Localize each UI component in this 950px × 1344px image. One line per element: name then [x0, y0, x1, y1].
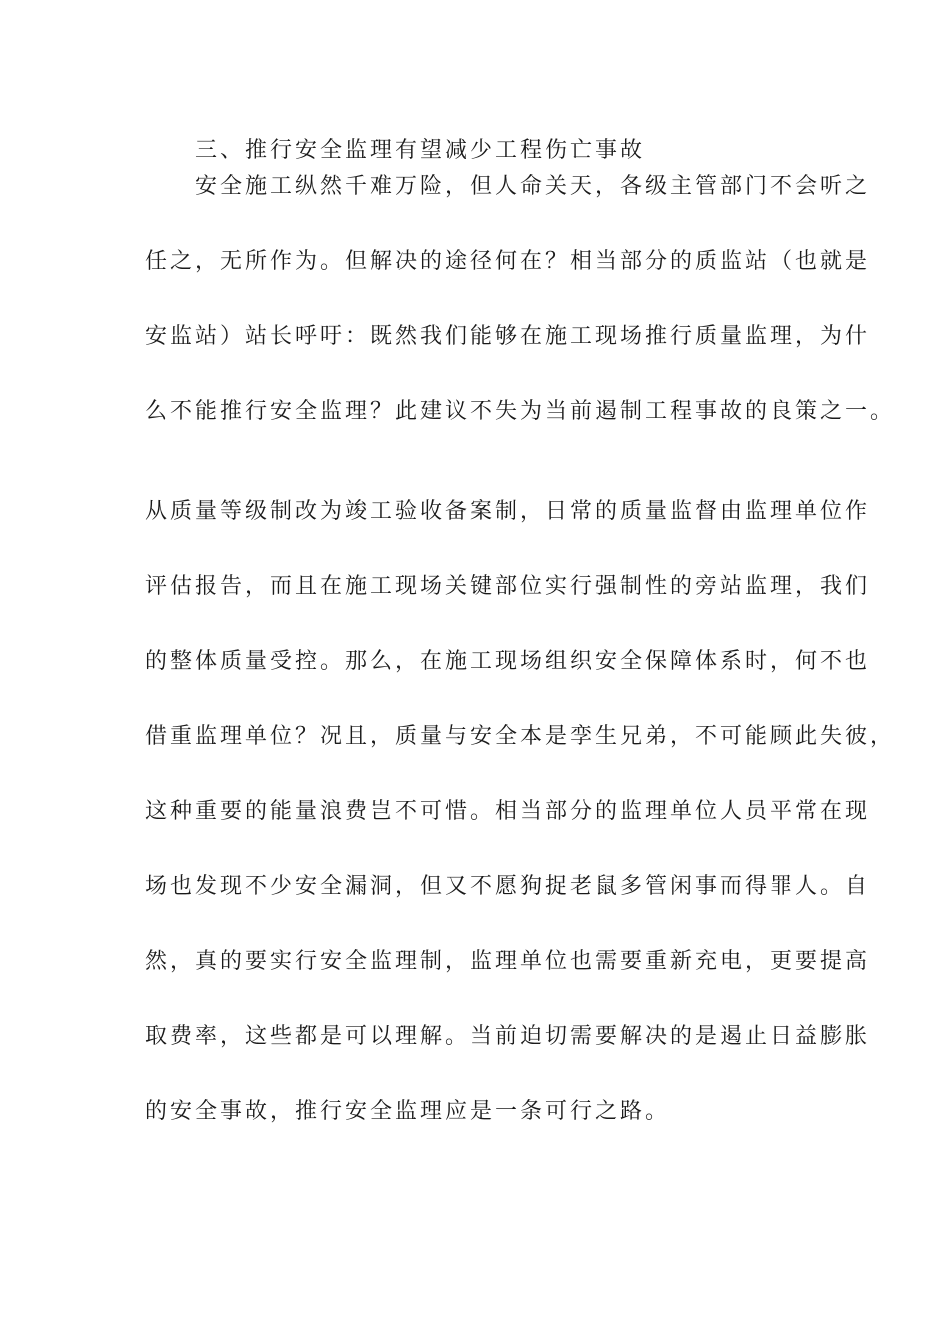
- paragraph-line: 从质量等级制改为竣工验收备案制，日常的质量监督由监理单位作: [145, 499, 871, 524]
- section-heading: 三、推行安全监理有望减少工程伤亡事故: [195, 138, 646, 163]
- paragraph-line: 评估报告，而且在施工现场关键部位实行强制性的旁站监理，我们: [145, 574, 871, 599]
- paragraph-line: 任之，无所作为。但解决的途径何在？相当部分的质监站（也就是: [145, 249, 871, 274]
- paragraph-line: 安监站）站长呼吁：既然我们能够在施工现场推行质量监理，为什: [145, 324, 871, 349]
- paragraph-line: 安全施工纵然千难万险，但人命关天，各级主管部门不会听之: [195, 174, 871, 199]
- paragraph-line: 这种重要的能量浪费岂不可惜。相当部分的监理单位人员平常在现: [145, 799, 871, 824]
- paragraph-line: 然，真的要实行安全监理制，监理单位也需要重新充电，更要提高: [145, 949, 871, 974]
- paragraph-line: 借重监理单位？况且，质量与安全本是孪生兄弟，不可能顾此失彼，: [145, 724, 896, 749]
- paragraph-line: 的整体质量受控。那么，在施工现场组织安全保障体系时，何不也: [145, 649, 871, 674]
- paragraph-line: 场也发现不少安全漏洞，但又不愿狗捉老鼠多管闲事而得罪人。自: [145, 874, 871, 899]
- paragraph-line: 取费率，这些都是可以理解。当前迫切需要解决的是遏止日益膨胀: [145, 1024, 871, 1049]
- paragraph-line: 么不能推行安全监理？此建议不失为当前遏制工程事故的良策之一。: [145, 399, 896, 424]
- paragraph-line: 的安全事故，推行安全监理应是一条可行之路。: [145, 1099, 671, 1124]
